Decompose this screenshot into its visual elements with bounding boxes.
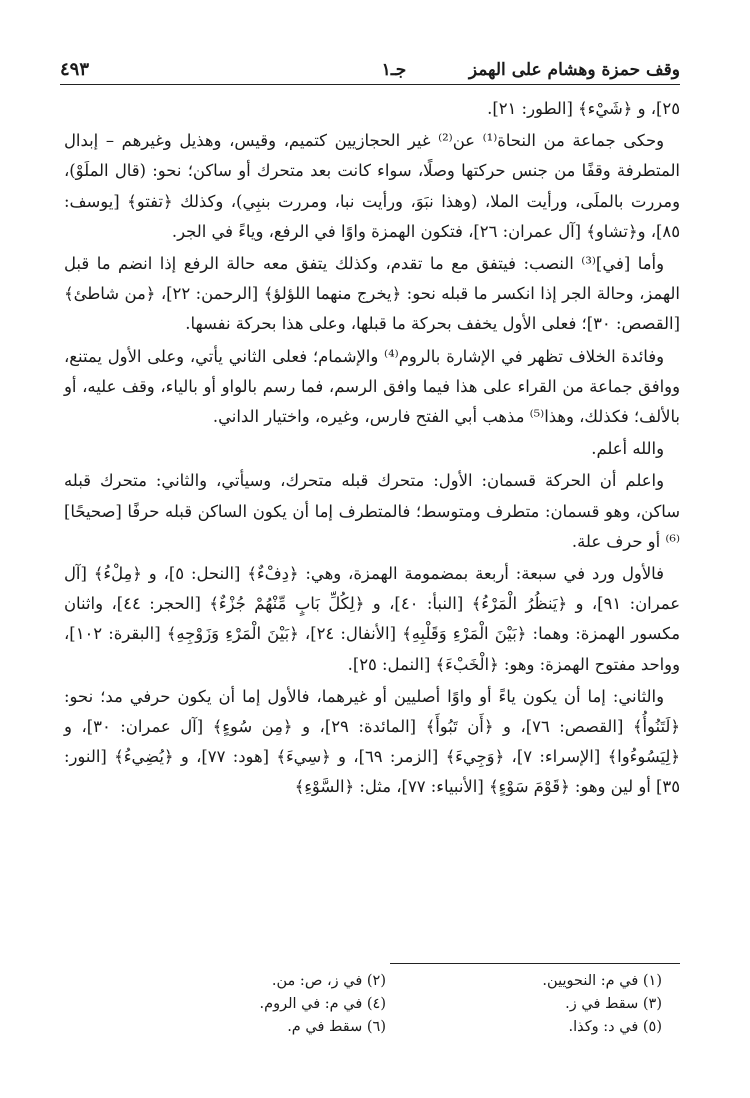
footnote: (١) في م: النحويين.	[542, 973, 662, 989]
paragraph: وفائدة الخلاف تظهر في الإشارة بالروم⁽⁴⁾ والإشمام؛ فعلى الثاني يأتي، وعلى الأول يمتنع، ووافق جماعة من القراء على هذا فيما وافق الرسم، فما رسم بالواو أو بالياء، وقف عليه، أو بالألف؛ فكذلك، وهذا⁽⁵⁾ مذهب أبي الفتح فارس، وغيره، واختيار الداني.	[64, 346, 680, 427]
paragraph: والثاني: إما أن يكون ياءً أو واوًا أصليين أو غيرهما، فالأول إما أن يكون حرفي مد؛ نحو: ﴿لَتَنُوأُ﴾ [القصص: ٧٦]، و ﴿أَن تَبُوأَ﴾ [المائدة: ٢٩]، و ﴿مِن سُوءٍ﴾ [آل عمران: ٣٠]، و ﴿لِيَسُوءُوا﴾ [الإسراء: ٧]، ﴿وَجِيءَ﴾ [الزمر: ٦٩]، و ﴿سِيءَ﴾ [هود: ٧٧]، و ﴿يُضِيءُ﴾ [النور: ٣٥] أو لين وهو: ﴿قَوْمَ سَوْءٍ﴾ [الأنبياء: ٧٧]، مثل: ﴿السَّوْءِ﴾	[64, 686, 680, 797]
header-title: وقف حمزة وهشام على الهمز	[468, 60, 680, 80]
footnote: (٥) في د: وكذا.	[568, 1019, 662, 1035]
footnotes	[150, 970, 662, 1039]
paragraph: ٢٥]، و ﴿شَيْء﴾ [الطور: ٢١].	[487, 99, 680, 118]
paragraph: وأما [في]⁽³⁾ النصب: فيتفق مع ما تقدم، وكذلك يتفق معه حالة الرفع إذا انضم ما قبل الهمز، وحالة الجر إذا انكسر ما قبله نحو: ﴿يخرج منهما اللؤلؤ﴾ [الرحمن: ٢٢]، ﴿من شاطئ﴾ [القصص: ٣٠]؛ فعلى الأول يخفف بحركة ما قبلها، وعلى هذا بحركة نفسها.	[64, 254, 680, 334]
page-number: ٤٩٣	[60, 59, 90, 80]
paragraph: واعلم أن الحركة قسمان: الأول: متحرك قبله متحرك، وسيأتي، والثاني: متحرك قبله ساكن، وهو قسمان: متطرف ومتوسط؛ فالمتطرف إما أن يكون الساكن قبله حرفًا [صحيحًا]⁽⁶⁾ أو حرف علة.	[64, 471, 680, 551]
footnote: (٤) في م: في الروم.	[259, 996, 386, 1012]
paragraph: فالأول ورد في سبعة: أربعة بمضمومة الهمزة، وهي: ﴿دِفْءٌ﴾ [النحل: ٥]، و ﴿مِلْءُ﴾ [آل عمران: ٩١]، و ﴿يَنظُرُ الْمَرْءُ﴾ [النبأ: ٤٠]، و ﴿لِكُلِّ بَابٍ مِّنْهُمْ جُزْءٌ﴾ [الحجر: ٤٤]، واثنان مكسور الهمزة: وهما: ﴿بَيْنَ الْمَرْءِ وَقَلْبِهِ﴾ [الأنفال: ٢٤]، ﴿بَيْنَ الْمَرْءِ وَزَوْجِهِ﴾ [البقرة: ١٠٢]، وواحد مفتوح الهمزة: وهو: ﴿الْخَبْءَ﴾ [النمل: ٢٥].	[64, 564, 681, 674]
paragraph: وحكى جماعة من النحاة⁽¹⁾ عن⁽²⁾ غير الحجازيين كتميم، وقيس، وهذيل وغيرهم – إبدال المتطرفة وقفًا من جنس حركتها وصلًا، سواء كانت بعد متحرك أو ساكن؛ نحو: (قال الملَوْ)، ومررت بالملَى، ورأيت الملا، (وهذا نبَوَ، ورأيت نبا، ومررت بنبِي)، وكذلك ﴿تفتو﴾ [يوسف: ٨٥]، و﴿تشاو﴾ [آل عمران: ٢٦]، فتكون الهمزة واوًا في الرفع، وياءً في الجر.	[64, 131, 680, 241]
footnote-divider	[390, 963, 680, 964]
header-volume: جـ١	[381, 60, 407, 80]
footnote: (٣) سقط في ز.	[565, 996, 662, 1012]
paragraph: والله أعلم.	[591, 439, 664, 459]
main-text	[64, 94, 680, 805]
footnote: (٢) في ز، ص: من.	[271, 973, 386, 989]
footnote: (٦) سقط في م.	[287, 1019, 386, 1035]
running-header	[60, 48, 680, 85]
